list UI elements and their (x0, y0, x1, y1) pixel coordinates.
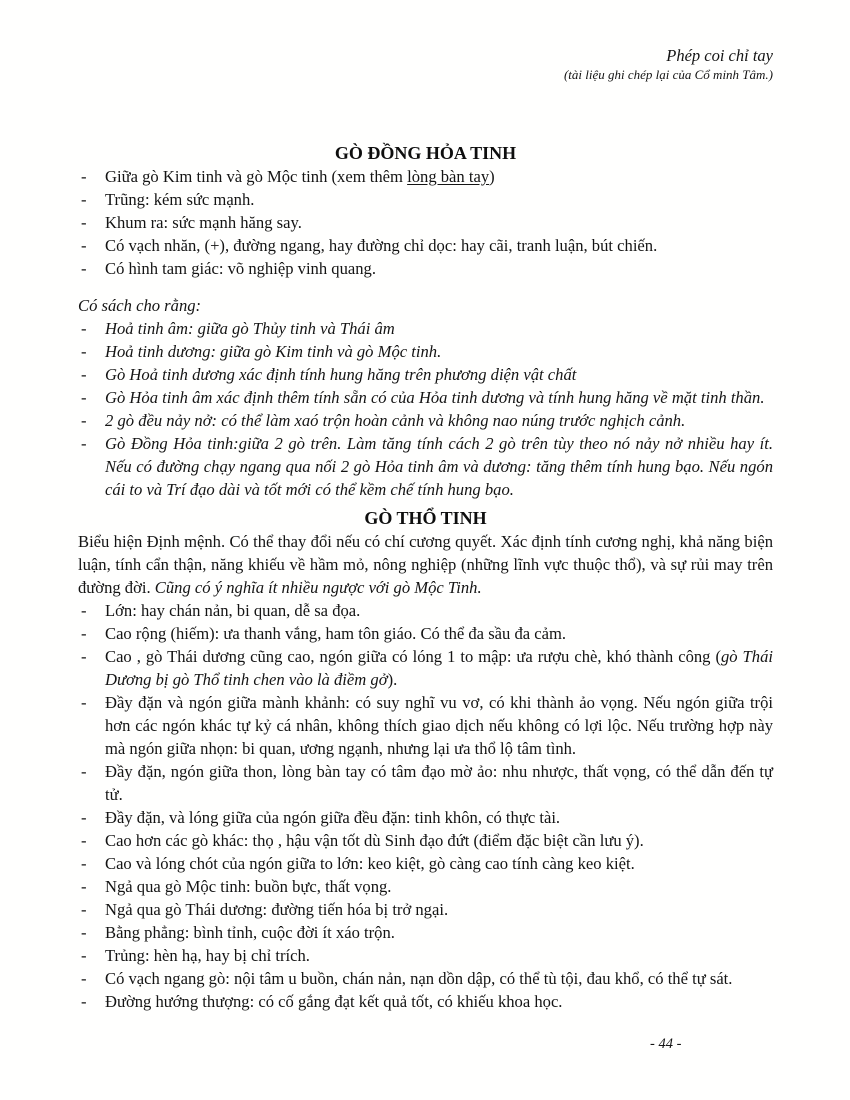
list-item: - Khum ra: sức mạnh hăng say. (78, 211, 773, 234)
list-item: - Hoả tinh âm: giữa gò Thủy tinh và Thái âm (78, 317, 773, 340)
list-item: - Ngả qua gò Mộc tinh: buồn bực, thất vọng. (78, 875, 773, 898)
list-item: - Cao hơn các gò khác: thọ , hậu vận tốt dù Sinh đạo đứt (điểm đặc biệt cần lưu ý). (78, 829, 773, 852)
page-content (78, 0, 773, 1013)
section-title-fire-mound: GÒ ĐỒNG HỎA TINH (334, 143, 517, 163)
list-item-italic-note: gò Thái Dương bị gò Thổ tinh chen vào là điềm gở (105, 647, 773, 689)
header-title: Phép coi chỉ tay (666, 46, 773, 65)
page-number: - 44 - (650, 1036, 682, 1052)
list-item-text: ). (387, 670, 398, 689)
list-item (78, 645, 773, 691)
fire-mound-list (78, 165, 773, 280)
paragraph-text: Biểu hiện Định mệnh. Có thể thay đổi nếu có chí cương quyết. Xác định tính cương nghị, khả năng biện luận, tính cẩn thận, năng khiếu về hầm mỏ, nông nghiệp (những lĩnh vực thuộc thổ), và sự rủi may trên đường đời. (78, 532, 773, 597)
list-item: - Cao rộng (hiếm): ưa thanh vắng, ham tôn giáo. Có thể đa sầu đa cảm. (78, 622, 773, 645)
book-note-intro: Có sách cho rằng: (78, 296, 202, 315)
list-item: - Có vạch nhăn, (+), đường ngang, hay đường chỉ dọc: hay cãi, tranh luận, bút chiến. (78, 234, 773, 257)
list-item: - Có vạch ngang gò: nội tâm u buồn, chán nản, nạn dồn dập, có thể tù tội, đau khổ, có thể tự sát. (78, 967, 773, 990)
paragraph-italic-note: Cũng có ý nghĩa ít nhiều ngược với gò Mộc Tinh. (154, 578, 482, 597)
list-item-text: ) (489, 167, 495, 186)
palm-cross-reference: lòng bàn tay (407, 167, 490, 186)
section-title-saturn-mound: GÒ THỔ TINH (364, 508, 487, 528)
list-item: - Gò Đồng Hỏa tinh:giữa 2 gò trên. Làm tăng tính cách 2 gò trên tùy theo nó nảy nở nhiều hay ít. Nếu có đường chạy ngang qua nối 2 gò Hỏa tinh âm và dương: tăng thêm tính hung bạo. Nếu ngón cái to và Trí đạo dài và tốt mới có thể kềm chế tính hung bạo. (78, 432, 773, 501)
list-item: - Có hình tam giác: võ nghiệp vinh quang. (78, 257, 773, 280)
list-item (78, 165, 773, 188)
list-item: - Trũng: kém sức mạnh. (78, 188, 773, 211)
list-item: - Ngả qua gò Thái dương: đường tiến hóa bị trở ngại. (78, 898, 773, 921)
list-item: - Trủng: hèn hạ, hay bị chỉ trích. (78, 944, 773, 967)
book-note-list (78, 317, 773, 501)
list-item: - Gò Hỏa tinh âm xác định thêm tính sẵn có của Hỏa tinh dương và tính hung hăng về mặt tinh thần. (78, 386, 773, 409)
list-item: - Bằng phẳng: bình tỉnh, cuộc đời ít xáo trộn. (78, 921, 773, 944)
list-item: - Cao và lóng chót của ngón giữa to lớn: keo kiệt, gò càng cao tính càng keo kiệt. (78, 852, 773, 875)
saturn-intro-paragraph (78, 530, 773, 599)
list-item: - Đường hướng thượng: có cố gắng đạt kết quả tốt, có khiếu khoa học. (78, 990, 773, 1013)
list-item: - Lớn: hay chán nản, bi quan, dễ sa đọa. (78, 599, 773, 622)
list-item: - Đầy đặn và ngón giữa mành khảnh: có suy nghĩ vu vơ, có khi thành ảo vọng. Nếu ngón giữa trội hơn các ngón khác tự kỷ cá nhân, không thích giao dịch nếu không có lợi lộc. Nếu trường hợp này mà ngón giữa nhọn: bi quan, ương ngạnh, nhưng lại ưa thổ lộ tâm tình. (78, 691, 773, 760)
list-item-text: Cao , gò Thái dương cũng cao, ngón giữa có lóng 1 to mập: ưa rượu chè, khó thành công ( (105, 647, 721, 666)
list-item: - Đầy đặn, và lóng giữa của ngón giữa đều đặn: tinh khôn, có thực tài. (78, 806, 773, 829)
list-item: - 2 gò đều nảy nở: có thể làm xaó trộn hoàn cảnh và không nao núng trước nghịch cảnh. (78, 409, 773, 432)
saturn-mound-list (78, 599, 773, 1013)
list-item: - Hoả tinh dương: giữa gò Kim tinh và gò Mộc tinh. (78, 340, 773, 363)
list-item: - Gò Hoả tinh dương xác định tính hung hăng trên phương diện vật chất (78, 363, 773, 386)
list-item-text: Giữa gò Kim tinh và gò Mộc tinh (xem thêm (105, 167, 408, 186)
header-subtitle: (tài liệu ghi chép lại của Cổ minh Tâm.) (563, 67, 773, 82)
list-item: - Đầy đặn, ngón giữa thon, lòng bàn tay có tâm đạo mờ ảo: nhu nhược, thất vọng, có thể dẫn đến tự tử. (78, 760, 773, 806)
